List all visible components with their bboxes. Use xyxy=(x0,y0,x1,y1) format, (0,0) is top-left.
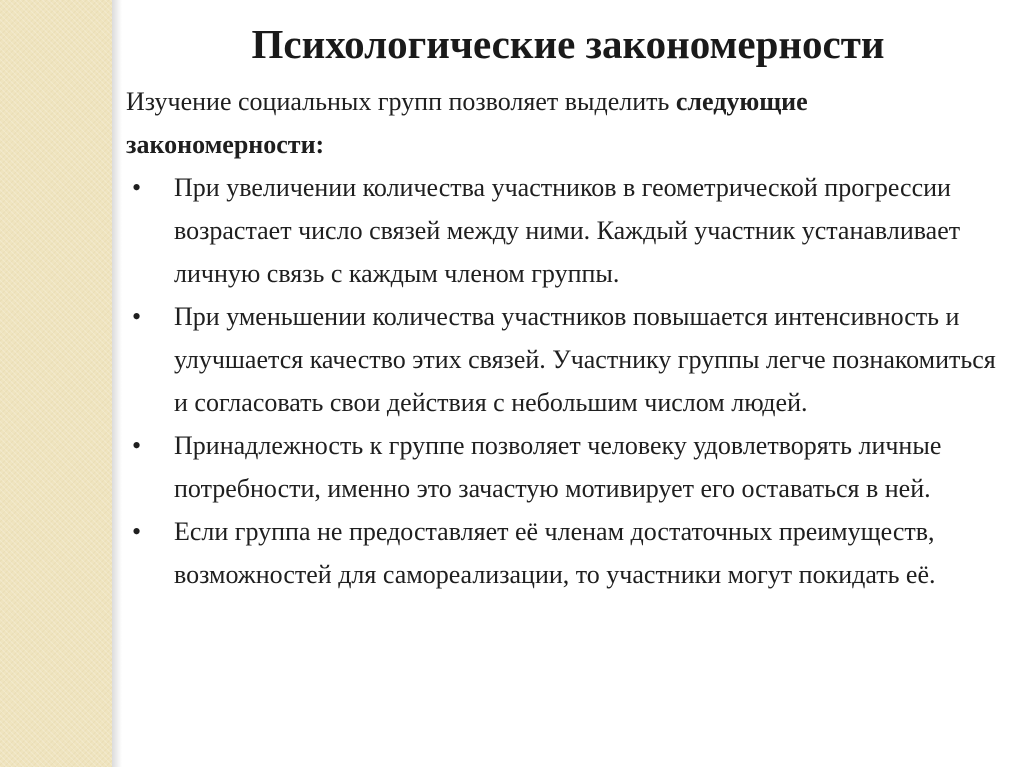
decorative-side-stripe xyxy=(0,0,112,767)
bullet-item xyxy=(126,424,1006,510)
bullet-text: При уменьшении количества участников повышается интенсивность и улучшается качество этих связей. Участнику группы легче познакомиться и согласовать свои действия с небольшим числом людей. xyxy=(174,302,996,417)
slide-content xyxy=(126,80,1006,596)
bullet-text: При увеличении количества участников в геометрической прогрессии возрастает число связей между ними. Каждый участник устанавливает личную связь с каждым членом группы. xyxy=(174,173,961,288)
bullet-icon: • xyxy=(132,302,142,331)
side-stripe-shadow xyxy=(112,0,122,767)
bullet-item xyxy=(126,295,1006,424)
bullet-icon: • xyxy=(132,173,142,202)
intro-bold-text: следующие закономерности: xyxy=(126,87,808,159)
intro-text: Изучение социальных групп позволяет выделить xyxy=(126,87,676,116)
bullet-icon: • xyxy=(132,431,142,460)
bullet-text: Если группа не предоставляет её членам достаточных преимуществ, возможностей для самореализации, то участники могут покидать её. xyxy=(174,517,936,589)
bullet-list xyxy=(126,166,1006,596)
bullet-item xyxy=(126,510,1006,596)
slide-title: Психологические закономерности xyxy=(251,21,885,67)
bullet-icon: • xyxy=(132,517,142,546)
intro-paragraph xyxy=(126,80,1006,166)
bullet-text: Принадлежность к группе позволяет человеку удовлетворять личные потребности, именно это зачастую мотивирует его оставаться в ней. xyxy=(174,431,942,503)
bullet-item xyxy=(126,166,1006,295)
